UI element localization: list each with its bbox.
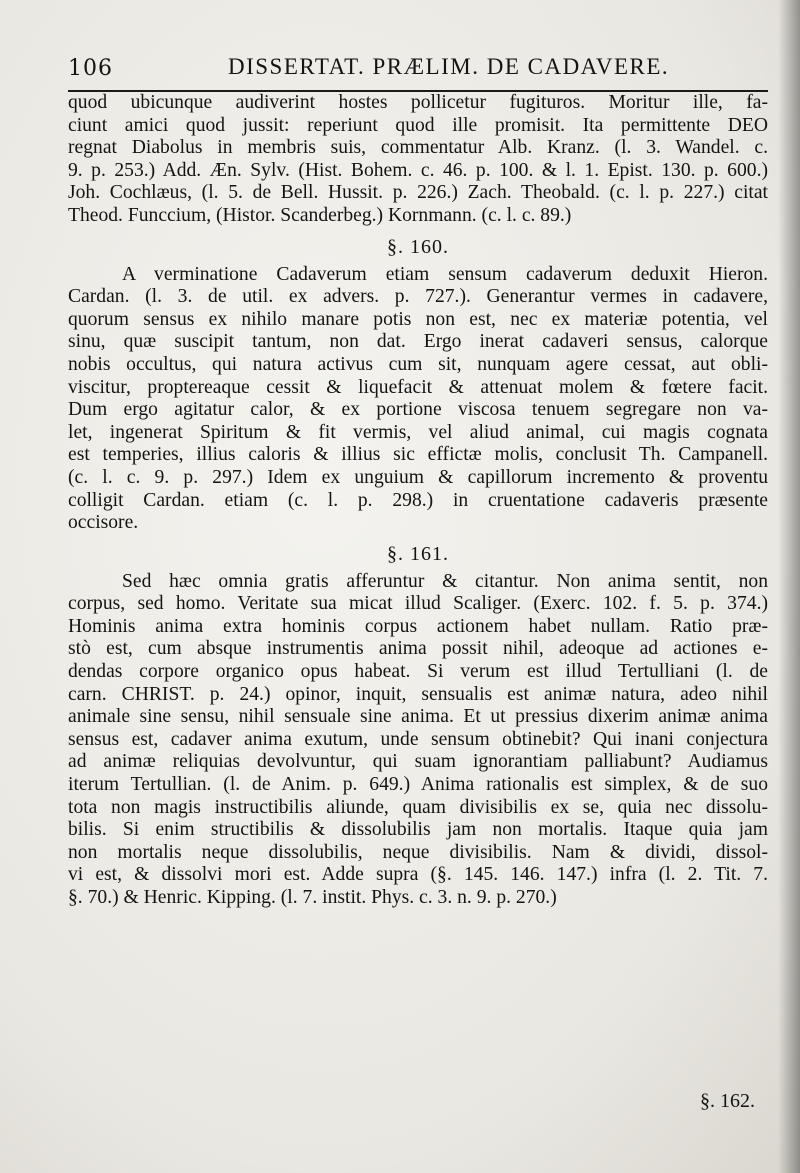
text-line: ad animæ reliquias devolvuntur, qui suam ignorantiam palliabunt? Audiamus <box>68 751 768 773</box>
text-line: quod ubicunque audiverint hostes pollicetur fugituros. Moritur ille, fa- <box>68 92 768 113</box>
text-line: vi est, & dissolvi mori est. Adde supra (§. 145. 146. 147.) infra (l. 2. Tit. 7. <box>68 864 768 886</box>
text-line: sinu, quæ suscipit tantum, non dat. Ergo inerat cadaveri sensus, calorque <box>68 331 768 353</box>
text-line: Joh. Cochlæus, (l. 5. de Bell. Hussit. p. 226.) Zach. Theobald. (c. l. p. 227.) citat <box>68 182 768 204</box>
page-edge-shadow <box>778 0 800 1173</box>
text-line: est temperies, illius caloris & illius sic effictæ molis, conclusit Th. Campanell. <box>68 444 768 466</box>
text-line: Dum ergo agitatur calor, & ex portione viscosa tenuem segregare non va- <box>68 399 768 421</box>
page-number: 106 <box>68 56 113 81</box>
section-heading-160: §. 160. <box>387 235 449 258</box>
text-line: let, ingenerat Spiritum & fit vermis, vel aliud animal, cui magis cognata <box>68 421 768 443</box>
text-line: nobis occultus, qui natura activus cum sit, nunquam agere cessat, aut obli- <box>68 353 768 375</box>
text-line: regnat Diabolus in membris suis, commentatur Alb. Kranz. (l. 3. Wandel. c. <box>68 137 768 159</box>
text-line: stò est, cum absque instrumentis anima possit nihil, adeoque ad actiones e- <box>68 638 768 660</box>
paragraph-continuation <box>68 92 768 228</box>
catchword: §. 162. <box>700 1090 755 1112</box>
text-line: Cardan. (l. 3. de util. ex advers. p. 727.). Generantur vermes in cadavere, <box>68 286 768 308</box>
text-line: 9. p. 253.) Add. Æn. Sylv. (Hist. Bohem. c. 46. p. 100. & l. 1. Epist. 130. p. 600.) <box>68 159 768 181</box>
text-line: Theod. Funccium, (Histor. Scanderbeg.) Kornmann. (c. l. c. 89.) <box>68 204 572 226</box>
text-line: iterum Tertullian. (l. de Anim. p. 649.) Anima rationalis est simplex, & de suo <box>68 774 768 796</box>
text-line: §. 70.) & Henric. Kipping. (l. 7. instit. Phys. c. 3. n. 9. p. 270.) <box>68 887 557 908</box>
text-line: quorum sensus ex nihilo manare potis non est, nec ex materiæ potentia, vel <box>68 308 768 330</box>
paragraph-section-160 <box>68 264 768 535</box>
text-line: animale sine sensu, nihil sensuale sine anima. Et ut pressius dixerim animæ anima <box>68 706 768 728</box>
text-line: carn. CHRIST. p. 24.) opinor, inquit, sensualis est animæ natura, adeo nihil <box>68 683 768 705</box>
paragraph-section-161 <box>68 571 768 910</box>
text-line: viscitur, proptereaque cessit & liquefacit & attenuat molem & fœtere facit. <box>68 376 768 398</box>
running-title: DISSERTAT. PRÆLIM. DE CADAVERE. <box>228 54 670 79</box>
text-line: colligit Cardan. etiam (c. l. p. 298.) in cruentatione cadaveris præsente <box>68 489 768 511</box>
text-line: Sed hæc omnia gratis afferuntur & citantur. Non anima sentit, non <box>122 570 768 592</box>
text-line: bilis. Si enim structibilis & dissolubilis jam non mortalis. Itaque quia jam <box>68 819 768 841</box>
text-line: ciunt amici quod jussit: reperiunt quod ille promisit. Ita permittente DEO <box>68 114 768 136</box>
text-line: A verminatione Cadaverum etiam sensum cadaverum deduxit Hieron. <box>122 263 768 285</box>
text-line: sensus est, cadaver anima exutum, unde sensum obtinebit? Qui inani conjectura <box>68 728 768 750</box>
text-line: occisore. <box>68 512 139 534</box>
text-line: corpus, sed homo. Veritate sua micat illud Scaliger. (Exerc. 102. f. 5. p. 374.) <box>68 593 768 615</box>
text-line: dendas corpore organico opus habeat. Si verum est illud Tertulliani (l. de <box>68 661 768 683</box>
text-line: non mortalis neque dissolubilis, neque divisibilis. Nam & dividi, dissol- <box>68 841 768 863</box>
text-line: Hominis anima extra hominis corpus actionem habet nullam. Ratio præ- <box>68 615 768 637</box>
page-header <box>68 50 768 90</box>
text-line: (c. l. c. 9. p. 297.) Idem ex unguium & capillorum incremento & proventu <box>68 466 768 488</box>
section-heading-161: §. 161. <box>387 542 449 565</box>
text-line: tota non magis instructibilis aliunde, quam divisibilis ex se, quia nec dissolu- <box>68 796 768 818</box>
body-text <box>68 92 768 910</box>
